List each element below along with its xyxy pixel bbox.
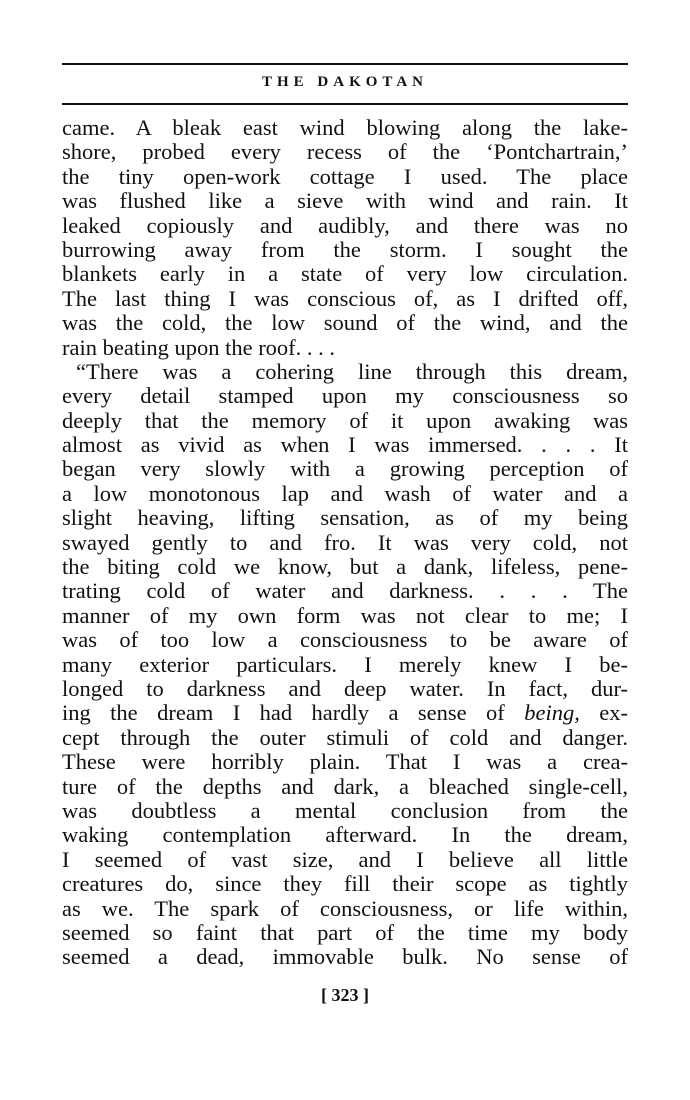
text-line: began very slowly with a growing perception of — [62, 456, 628, 482]
text-line: seemed so faint that part of the time my body — [62, 919, 628, 945]
text-line: slight heaving, lifting sensation, as of my being — [62, 505, 628, 531]
text-line-start: ing the dream I had hardly a sense of — [62, 700, 505, 726]
text-line: The last thing I was conscious of, as I drifted off, — [62, 285, 628, 311]
text-line: was the cold, the low sound of the wind, and the — [62, 310, 628, 336]
text-line: These were horribly plain. That I was a crea- — [62, 749, 628, 775]
text-line: “There was a cohering line through this dream, — [76, 358, 628, 384]
header-rule-bottom — [62, 103, 628, 105]
text-line: came. A bleak east wind blowing along the lake- — [62, 115, 628, 140]
text-line: the tiny open-work cottage I used. The place — [62, 163, 628, 189]
text-line: rain beating upon the roof. . . . — [62, 334, 336, 360]
header-rule-top — [62, 63, 628, 65]
text-line: was flushed like a sieve with wind and rain. It — [62, 188, 628, 214]
text-line: deeply that the memory of it upon awaking was — [62, 407, 628, 433]
text-line: was of too low a consciousness to be aware of — [62, 627, 628, 653]
text-line: creatures do, since they fill their scope as tightly — [62, 871, 628, 897]
text-line-with-italic — [62, 701, 628, 725]
text-line: swayed gently to and fro. It was very cold, not — [62, 529, 628, 555]
text-line: manner of my own form was not clear to me; I — [62, 602, 628, 628]
text-line: a low monotonous lap and wash of water and a — [62, 480, 628, 506]
text-line: the biting cold we know, but a dank, lifeless, pene- — [62, 554, 628, 580]
body-text — [62, 116, 628, 970]
text-line: I seemed of vast size, and I believe all little — [62, 846, 628, 872]
italic-word: being, — [524, 700, 580, 726]
text-line: longed to darkness and deep water. In fact, dur- — [62, 675, 628, 701]
text-line: blankets early in a state of very low circulation. — [62, 261, 628, 287]
text-line-end: ex- — [599, 700, 629, 726]
running-head: THE DAKOTAN — [262, 74, 428, 90]
text-line: cept through the outer stimuli of cold and danger. — [62, 724, 628, 750]
text-line: almost as vivid as when I was immersed. . . . It — [62, 432, 628, 458]
text-line: every detail stamped upon my consciousness so — [62, 383, 628, 409]
text-line: waking contemplation afterward. In the dream, — [62, 822, 628, 848]
text-line: was doubtless a mental conclusion from the — [62, 797, 628, 823]
page-number: [ 323 ] — [321, 985, 369, 1005]
text-line: many exterior particulars. I merely knew I be- — [62, 651, 628, 677]
text-line: trating cold of water and darkness. . . . The — [62, 578, 628, 604]
text-line: leaked copiously and audibly, and there was no — [62, 212, 628, 238]
text-line: as we. The spark of consciousness, or life within, — [62, 895, 628, 921]
text-line: shore, probed every recess of the ‘Pontchartrain,’ — [62, 139, 628, 165]
text-line: seemed a dead, immovable bulk. No sense of — [62, 944, 628, 970]
text-line: burrowing away from the storm. I sought the — [62, 236, 628, 262]
text-line: ture of the depths and dark, a bleached single-cell, — [62, 773, 628, 799]
